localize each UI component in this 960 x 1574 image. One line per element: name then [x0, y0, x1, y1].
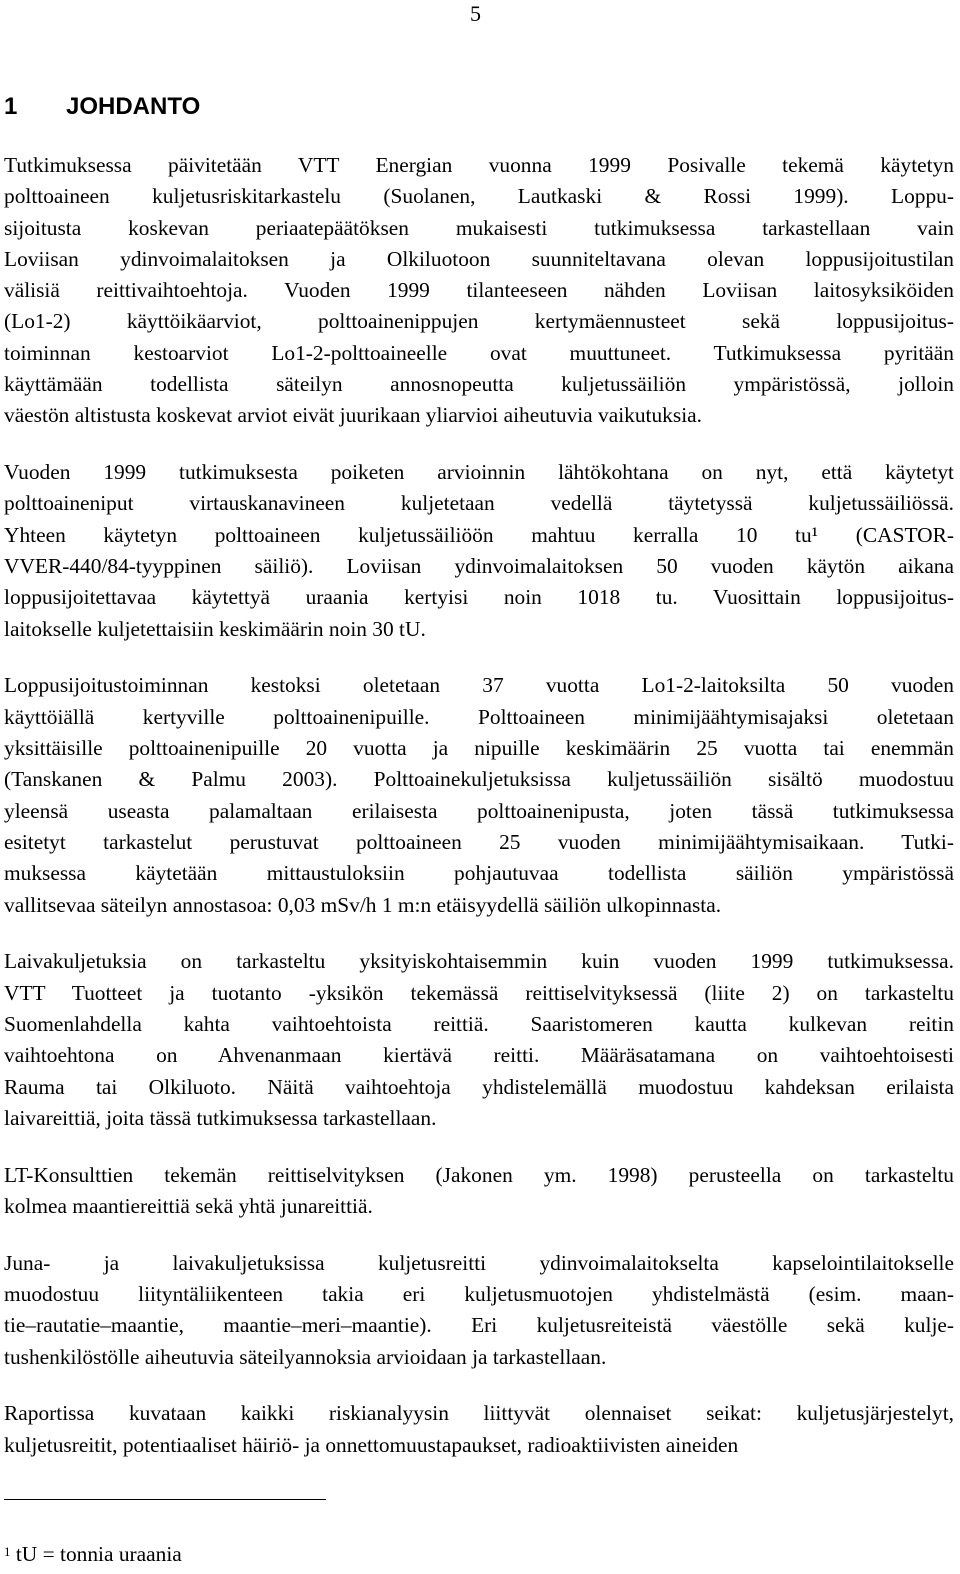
- text-line: Juna- ja laivakuljetuksissa kuljetusreitti ydinvoimalaitokselta kapselointilaitokselle: [4, 1250, 954, 1275]
- text-line: polttoaineen kuljetusriskitarkastelu (Suolanen, Lautkaski & Rossi 1999). Loppu-: [4, 184, 954, 209]
- text-line: laivareittiä, joita tässä tutkimuksessa tarkastellaan.: [4, 1105, 437, 1130]
- text-line: sijoitusta koskevan periaatepäätöksen mukaisesti tutkimuksessa tarkastellaan vain: [4, 215, 954, 240]
- text-line: polttoaineniput virtauskanavineen kuljetetaan vedellä täytetyssä kuljetussäiliössä.: [4, 491, 954, 516]
- text-line: Suomenlahdella kahta vaihtoehtoista reittiä. Saaristomeren kautta kulkevan reitin: [4, 1011, 954, 1036]
- text-line: (Tanskanen & Palmu 2003). Polttoainekuljetuksissa kuljetussäiliön sisältö muodostuu: [4, 767, 954, 792]
- footnote: [4, 1540, 182, 1568]
- text-line: Tutkimuksessa päivitetään VTT Energian vuonna 1999 Posivalle tekemä käytetyn: [4, 153, 954, 177]
- text-line: käyttämään todellista säteilyn annosnopeutta kuljetussäiliön ympäristössä, jolloin: [4, 372, 954, 397]
- paragraph: [4, 946, 954, 1134]
- text-line: Rauma tai Olkiluoto. Näitä vaihtoehtoja yhdistelemällä muodostuu kahdeksan erilaista: [4, 1074, 954, 1099]
- text-line: muodostuu liityntäliikenteen takia eri kuljetusmuotojen yhdistelmästä (esim. maan-: [4, 1282, 954, 1306]
- paragraph: [4, 1248, 954, 1373]
- paragraph: [4, 150, 954, 432]
- text-line: tushenkilöstölle aiheutuvia säteilyannoksia arvioidaan ja tarkastellaan.: [4, 1344, 607, 1369]
- text-line: Yhteen käytetyn polttoaineen kuljetussäiliöön mahtuu kerralla 10 tu¹ (CASTOR-: [4, 522, 954, 547]
- text-line: kuljetusreitit, potentiaaliset häiriö- ja onnettomuustapaukset, radioaktiivisten aineiden: [4, 1432, 739, 1457]
- text-line: väestön altistusta koskevat arviot eivät juurikaan yliarvioi aiheutuvia vaikutuksia.: [4, 403, 702, 428]
- text-line: tie–rautatie–maantie, maantie–meri–maantie). Eri kuljetusreiteistä väestölle sekä kulje-: [4, 1313, 954, 1338]
- text-line: muksessa käytetään mittaustuloksiin pohjautuvaa todellista säiliön ympäristössä: [4, 861, 954, 886]
- body-text: [4, 150, 954, 1486]
- text-line: toiminnan kestoarviot Lo1-2-polttoaineelle ovat muuttuneet. Tutkimuksessa pyritään: [4, 340, 954, 365]
- text-line: VVER-440/84-tyyppinen säiliö). Loviisan ydinvoimalaitoksen 50 vuoden käytön aikana: [4, 554, 954, 579]
- text-line: yleensä useasta palamaltaan erilaisesta polttoainenipusta, joten tässä tutkimuksessa: [4, 798, 954, 823]
- text-line: Loviisan ydinvoimalaitoksen ja Olkiluotoon suunniteltavana olevan loppusijoitustilan: [4, 246, 954, 271]
- paragraph: [4, 670, 954, 920]
- text-line: Loppusijoitustoiminnan kestoksi oletetaan 37 vuotta Lo1-2-laitoksilta 50 vuoden: [4, 673, 954, 698]
- footnote-marker: 1: [4, 1544, 11, 1559]
- text-line: Vuoden 1999 tutkimuksesta poiketen arvioinnin lähtökohtana on nyt, että käytetyt: [4, 460, 954, 485]
- paragraph: [4, 1398, 954, 1461]
- text-line: välisiä reittivaihtoehtoja. Vuoden 1999 tilanteeseen nähden Loviisan laitosyksiköiden: [4, 278, 954, 303]
- paragraph: [4, 457, 954, 645]
- section-heading: [4, 92, 200, 122]
- text-line: loppusijoitettavaa käytettyä uraania kertyisi noin 1018 tu. Vuosittain loppusijoitus-: [4, 585, 954, 610]
- text-line: laitokselle kuljetettaisiin keskimäärin noin 30 tU.: [4, 616, 426, 641]
- paragraph: [4, 1160, 954, 1223]
- footnote-text: tU = tonnia uraania: [15, 1542, 182, 1566]
- footnote-divider: [4, 1499, 326, 1500]
- text-line: VTT Tuotteet ja tuotanto -yksikön tekemässä reittiselvityksessä (liite 2) on tarkasteltu: [4, 980, 954, 1005]
- text-line: käyttöiällä kertyville polttoainenipuille. Polttoaineen minimijäähtymisajaksi oletetaan: [4, 704, 954, 729]
- text-line: kolmea maantiereittiä sekä yhtä junareittiä.: [4, 1193, 373, 1218]
- page-number: 5: [470, 1, 481, 26]
- text-line: LT-Konsulttien tekemän reittiselvityksen (Jakonen ym. 1998) perusteella on tarkasteltu: [4, 1162, 954, 1187]
- text-line: vaihtoehtona on Ahvenanmaan kiertävä reitti. Määräsatamana on vaihtoehtoisesti: [4, 1043, 954, 1068]
- text-line: vallitsevaa säteilyn annostasoa: 0,03 mSv/h 1 m:n etäisyydellä säiliön ulkopinnasta.: [4, 892, 722, 917]
- text-line: yksittäisille polttoainenipuille 20 vuotta ja nipuille keskimäärin 25 vuotta tai enemmän: [4, 736, 954, 761]
- text-line: Laivakuljetuksia on tarkasteltu yksityiskohtaisemmin kuin vuoden 1999 tutkimuksessa.: [4, 949, 954, 974]
- text-line: esitetyt tarkastelut perustuvat polttoaineen 25 vuoden minimijäähtymisaikaan. Tutki-: [4, 829, 954, 854]
- text-line: (Lo1-2) käyttöikäarviot, polttoainenippujen kertymäennusteet sekä loppusijoitus-: [4, 309, 954, 334]
- section-title: JOHDANTO: [66, 93, 201, 120]
- section-number: 1: [4, 93, 18, 120]
- text-line: Raportissa kuvataan kaikki riskianalyysin liittyvät olennaiset seikat: kuljetusjärjestelyt,: [4, 1401, 954, 1426]
